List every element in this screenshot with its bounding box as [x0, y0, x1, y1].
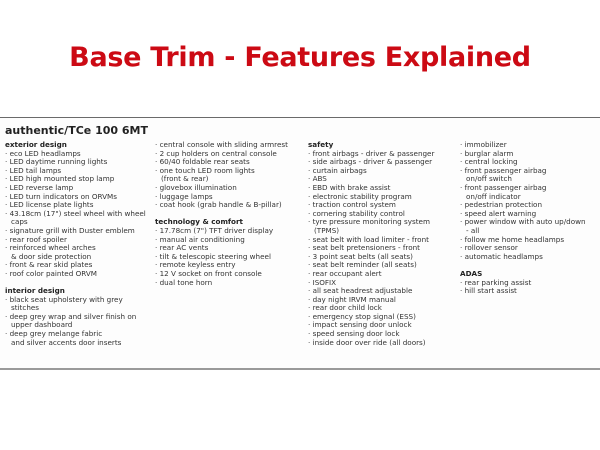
feature-item: · luggage lamps [155, 191, 213, 201]
section-heading: ADAS [460, 268, 483, 278]
section-heading: interior design [5, 286, 65, 296]
feature-item: · electronic stability program [308, 191, 412, 201]
feature-column [155, 141, 305, 287]
feature-item: · seat belt reminder (all seats) [308, 260, 417, 270]
feature-item: · coat hook (grab handle & B-pillar) [155, 200, 282, 210]
feature-item: · front passenger airbag on/off indicator [460, 182, 547, 201]
feature-item: · curtain airbags [308, 165, 367, 175]
feature-item: · day night IRVM manual [308, 294, 396, 304]
feature-item: · front & rear skid plates [5, 260, 93, 270]
feature-item: · follow me home headlamps [460, 234, 565, 244]
feature-item: · side airbags - driver & passenger [308, 157, 433, 167]
feature-item: · central locking [460, 157, 518, 167]
feature-item: · traction control system [308, 200, 396, 210]
feature-item: · LED license plate lights [5, 200, 94, 210]
feature-item: · LED turn indicators on ORVMs [5, 191, 118, 201]
feature-item: · burglar alarm [460, 148, 514, 158]
feature-item: · automatic headlamps [460, 251, 543, 261]
feature-item: · glovebox illumination [155, 182, 237, 192]
feature-item: · 17.78cm (7") TFT driver display [155, 225, 274, 235]
page-title: Base Trim - Features Explained [69, 42, 531, 73]
feature-item: · power window with auto up/down - all [460, 217, 586, 235]
feature-item: · reinforced wheel arches & door side protection [5, 243, 96, 261]
feature-item: · hill start assist [460, 286, 517, 296]
feature-item: · LED reverse lamp [5, 182, 74, 192]
feature-item: · speed alert warning [460, 208, 537, 218]
feature-item: · 60/40 foldable rear seats [155, 157, 250, 167]
feature-item: · rear roof spoiler [5, 234, 67, 244]
feature-item: · roof color painted ORVM [5, 268, 97, 278]
feature-item: · LED high mounted stop lamp [5, 174, 115, 184]
feature-item: · 3 point seat belts (all seats) [308, 251, 413, 261]
feature-item: · rear door child lock [308, 303, 382, 313]
feature-item: · dual tone horn [155, 277, 213, 287]
feature-item: · deep grey wrap and silver finish on upper dashboard [5, 311, 137, 330]
feature-item: · one touch LED room lights (front & rear) [155, 165, 255, 184]
feature-item: · ABS [308, 174, 327, 184]
feature-item: · tilt & telescopic steering wheel [155, 251, 271, 261]
feature-item: · 43.18cm (17") steel wheel with wheel caps [5, 208, 146, 227]
feature-item: · rollover sensor [460, 243, 518, 253]
feature-item: · manual air conditioning [155, 234, 245, 244]
feature-item: · seat belt pretensioners - front [308, 243, 420, 253]
feature-item: · inside door over ride (all doors) [308, 337, 426, 347]
feature-item: · emergency stop signal (ESS) [308, 311, 416, 321]
feature-column [460, 141, 600, 296]
feature-item: · 12 V socket on front console [155, 268, 262, 278]
feature-item: · black seat upholstery with grey stitches [5, 294, 123, 313]
feature-column [308, 141, 458, 347]
feature-item: · rear occupant alert [308, 268, 382, 278]
feature-item: · LED daytime running lights [5, 157, 108, 167]
feature-item: · rear parking assist [460, 277, 532, 287]
feature-item: · eco LED headlamps [5, 148, 81, 158]
feature-item: · rear AC vents [155, 243, 209, 253]
feature-item: · pedestrian protection [460, 200, 543, 210]
feature-item: · remote keyless entry [155, 260, 236, 270]
feature-column [5, 141, 153, 347]
feature-item: · front airbags - driver & passenger [308, 148, 435, 158]
feature-item: · LED tail lamps [5, 165, 62, 175]
feature-item: · immobilizer [460, 140, 507, 149]
section-heading: technology & comfort [155, 217, 243, 227]
section-heading: exterior design [5, 140, 67, 149]
feature-item: · front passenger airbag on/off switch [460, 165, 547, 184]
feature-item: · central console with sliding armrest [155, 140, 288, 149]
feature-item: · all seat headrest adjustable [308, 286, 413, 296]
model-heading: authentic/TCe 100 6MT [5, 124, 148, 137]
feature-item: · EBD with brake assist [308, 182, 391, 192]
feature-item: · seat belt with load limiter - front [308, 234, 429, 244]
feature-item: · speed sensing door lock [308, 329, 400, 339]
section-heading: safety [308, 140, 334, 149]
feature-item: · tyre pressure monitoring system (TPMS) [308, 217, 430, 235]
feature-item: · impact sensing door unlock [308, 320, 412, 330]
feature-item: · signature grill with Duster emblem [5, 225, 135, 235]
feature-item: · deep grey melange fabric and silver accents door inserts [5, 329, 122, 347]
feature-item: · ISOFIX [308, 277, 337, 287]
feature-item: · 2 cup holders on central console [155, 148, 277, 158]
features-panel [0, 117, 600, 370]
feature-item: · cornering stability control [308, 208, 405, 218]
